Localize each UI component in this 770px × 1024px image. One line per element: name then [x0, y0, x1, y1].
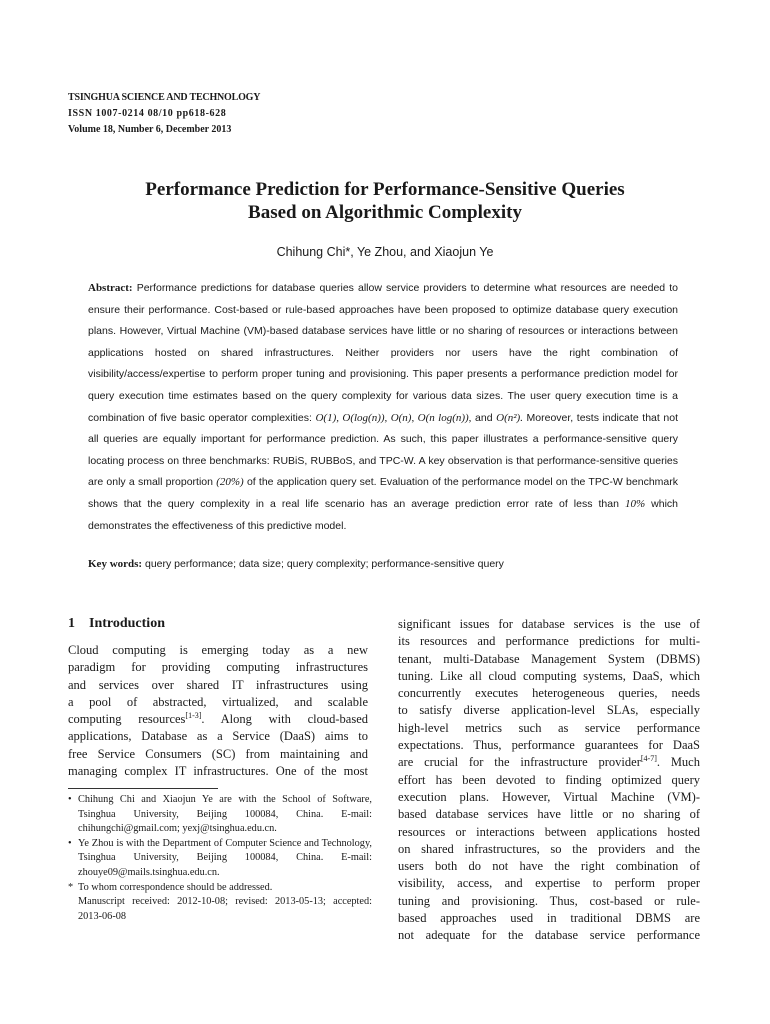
abstract-text: of the application query set. Evaluation of the performance model on the TPC-W benchmark shows that the query complexity in a real life scenario has an average prediction error rate of less than: [88, 476, 678, 510]
keywords-label: Key words:: [88, 558, 143, 570]
text-line: effort has been devoted to finding optimized query: [398, 772, 700, 787]
text-line: tuning. Like all cloud computing systems, DaaS, which: [398, 668, 700, 683]
footnote-spacer: [68, 895, 78, 924]
text-line: resources or interactions between applications hosted: [398, 824, 700, 839]
title-line: Based on Algorithmic Complexity: [248, 202, 522, 223]
footnote-asterisk: *: [68, 881, 74, 893]
intro-right-column: [398, 616, 700, 945]
footnote-text: To whom correspondence should be addressed.: [78, 881, 273, 893]
citation: [4-7]: [640, 754, 657, 764]
abstract-math: O(1), O(log(n)), O(n), O(n log(n)),: [315, 411, 472, 424]
text-line: its resources and performance predictions for multi-: [398, 634, 700, 649]
journal-issn: ISSN 1007-0214 08/10 pp618-628: [68, 108, 227, 119]
citation: [1-3]: [185, 711, 202, 721]
text-line: high-level metrics such as service performance: [398, 720, 700, 735]
journal-header: [68, 90, 260, 138]
journal-volume: Volume 18, Number 6, December 2013: [68, 124, 232, 135]
author-list: Chihung Chi*, Ye Zhou, and Xiaojun Ye: [276, 245, 494, 259]
text-line: to satisfy diverse application-level SLAs, especially: [398, 703, 700, 718]
section-heading: [68, 616, 165, 632]
text-fragment: computing resources: [68, 712, 186, 727]
text-line: and services over shared IT infrastructures using: [68, 677, 368, 692]
keywords-text: query performance; data size; query complexity; performance-sensitive query: [145, 558, 504, 570]
text-line: significant issues for database services is the use of: [398, 617, 700, 631]
text-line: paradigm for providing computing infrastructures: [68, 660, 368, 675]
footnotes: [68, 793, 372, 924]
text-line: based database services have little or no sharing of: [398, 807, 700, 822]
footnote: [68, 895, 372, 924]
text-line: [68, 711, 368, 728]
keywords: [88, 558, 678, 570]
footnote: [68, 793, 372, 837]
abstract-text: Performance predictions for database queries allow service providers to determine what resources are needed to ensure their performance. Cost-based or rule-based approaches have been proposed to optimize database query execution plans. However, Virtual Machine (VM)-based database services have little or no sharing of resources or interactions between applications hosted on shared infrastructures. Neither providers nor users have the right combination of visibility/access/expertise to perform proper tuning and provisioning. This paper presents a performance prediction model for query execution time estimates based on the query complexity for various data sizes. The user query execution time is a combination of five basic operator complexities:: [88, 282, 678, 424]
text-line: on shared infrastructures, so the providers and the: [398, 841, 700, 856]
footnote-manuscript-dates: Manuscript received: 2012-10-08; revised: 2013-05-13; accepted: 2013-06-08: [78, 896, 372, 922]
intro-left-column: [68, 642, 368, 780]
text-line: concurrently executes heterogeneous queries, needs: [398, 686, 700, 701]
abstract-percent: (20%): [216, 476, 244, 489]
footnote: [68, 837, 372, 881]
text-line: [398, 754, 700, 771]
text-line: not adequate for the database service performance: [398, 928, 700, 943]
abstract: [88, 278, 678, 537]
text-line: tuning and provisioning. Thus, cost-based or rule-: [398, 893, 700, 908]
text-line: users both do not have the right combination of: [398, 859, 700, 874]
abstract-text: which demonstrates the effectiveness of this predictive model.: [88, 497, 679, 532]
text-fragment: . Much: [656, 755, 700, 770]
journal-name: TSINGHUA SCIENCE AND TECHNOLOGY: [68, 92, 261, 103]
text-fragment: are crucial for the infrastructure provider: [398, 755, 641, 770]
text-line: visibility, access, and expertise to perform proper: [398, 876, 700, 891]
footnote-text: Chihung Chi and Xiaojun Ye are with the School of Software, Tsinghua University, Beijing 100084, China. E-mail: chihungchi@gmail.com; yexj@tsinghua.edu.cn.: [78, 794, 372, 835]
footnote-text: Ye Zhou is with the Department of Computer Science and Technology, Tsinghua University, Beijing 100084, China. E-mail: zhouye09@mails.tsinghua.edu.cn.: [78, 837, 372, 878]
abstract-text: Moreover, tests indicate that not all queries are equally important for performance prediction. As such, this paper illustrates a performance-sensitive query locating process on three benchmarks: RUBiS, RUBBoS, and TPC-W. A key observation is that performance-sensitive queries are only a small proportion: [88, 411, 678, 489]
footnote: [68, 881, 372, 896]
text-line: execution plans. However, Virtual Machine (VM)-: [398, 789, 700, 804]
paper-title: [60, 178, 710, 224]
text-line: managing complex IT infrastructures. One of the most: [68, 764, 368, 779]
text-line: free Service Consumers (SC) from maintaining and: [68, 746, 368, 761]
abstract-text: and: [475, 411, 493, 424]
section-number: 1: [68, 616, 75, 631]
footnote-bullet: •: [68, 794, 72, 805]
footnote-bullet: •: [68, 837, 72, 849]
footnote-rule: [68, 788, 218, 789]
text-line: tenant, multi-Database Management System (DBMS): [398, 651, 700, 666]
text-line: Cloud computing is emerging today as a new: [68, 643, 368, 657]
abstract-math: O(n²).: [496, 411, 523, 424]
text-line: applications, Database as a Service (DaaS) aims to: [68, 729, 368, 744]
text-line: expectations. Thus, performance guarantees for DaaS: [398, 738, 700, 753]
title-line: Performance Prediction for Performance-Sensitive Queries: [145, 179, 625, 200]
text-line: based approaches used in traditional DBMS are: [398, 911, 700, 926]
section-title: Introduction: [89, 616, 165, 631]
text-line: a pool of abstracted, virtualized, and scalable: [68, 694, 368, 709]
text-fragment: . Along with cloud-based: [201, 712, 368, 727]
abstract-percent: 10%: [624, 497, 646, 510]
abstract-label: Abstract:: [88, 282, 133, 294]
